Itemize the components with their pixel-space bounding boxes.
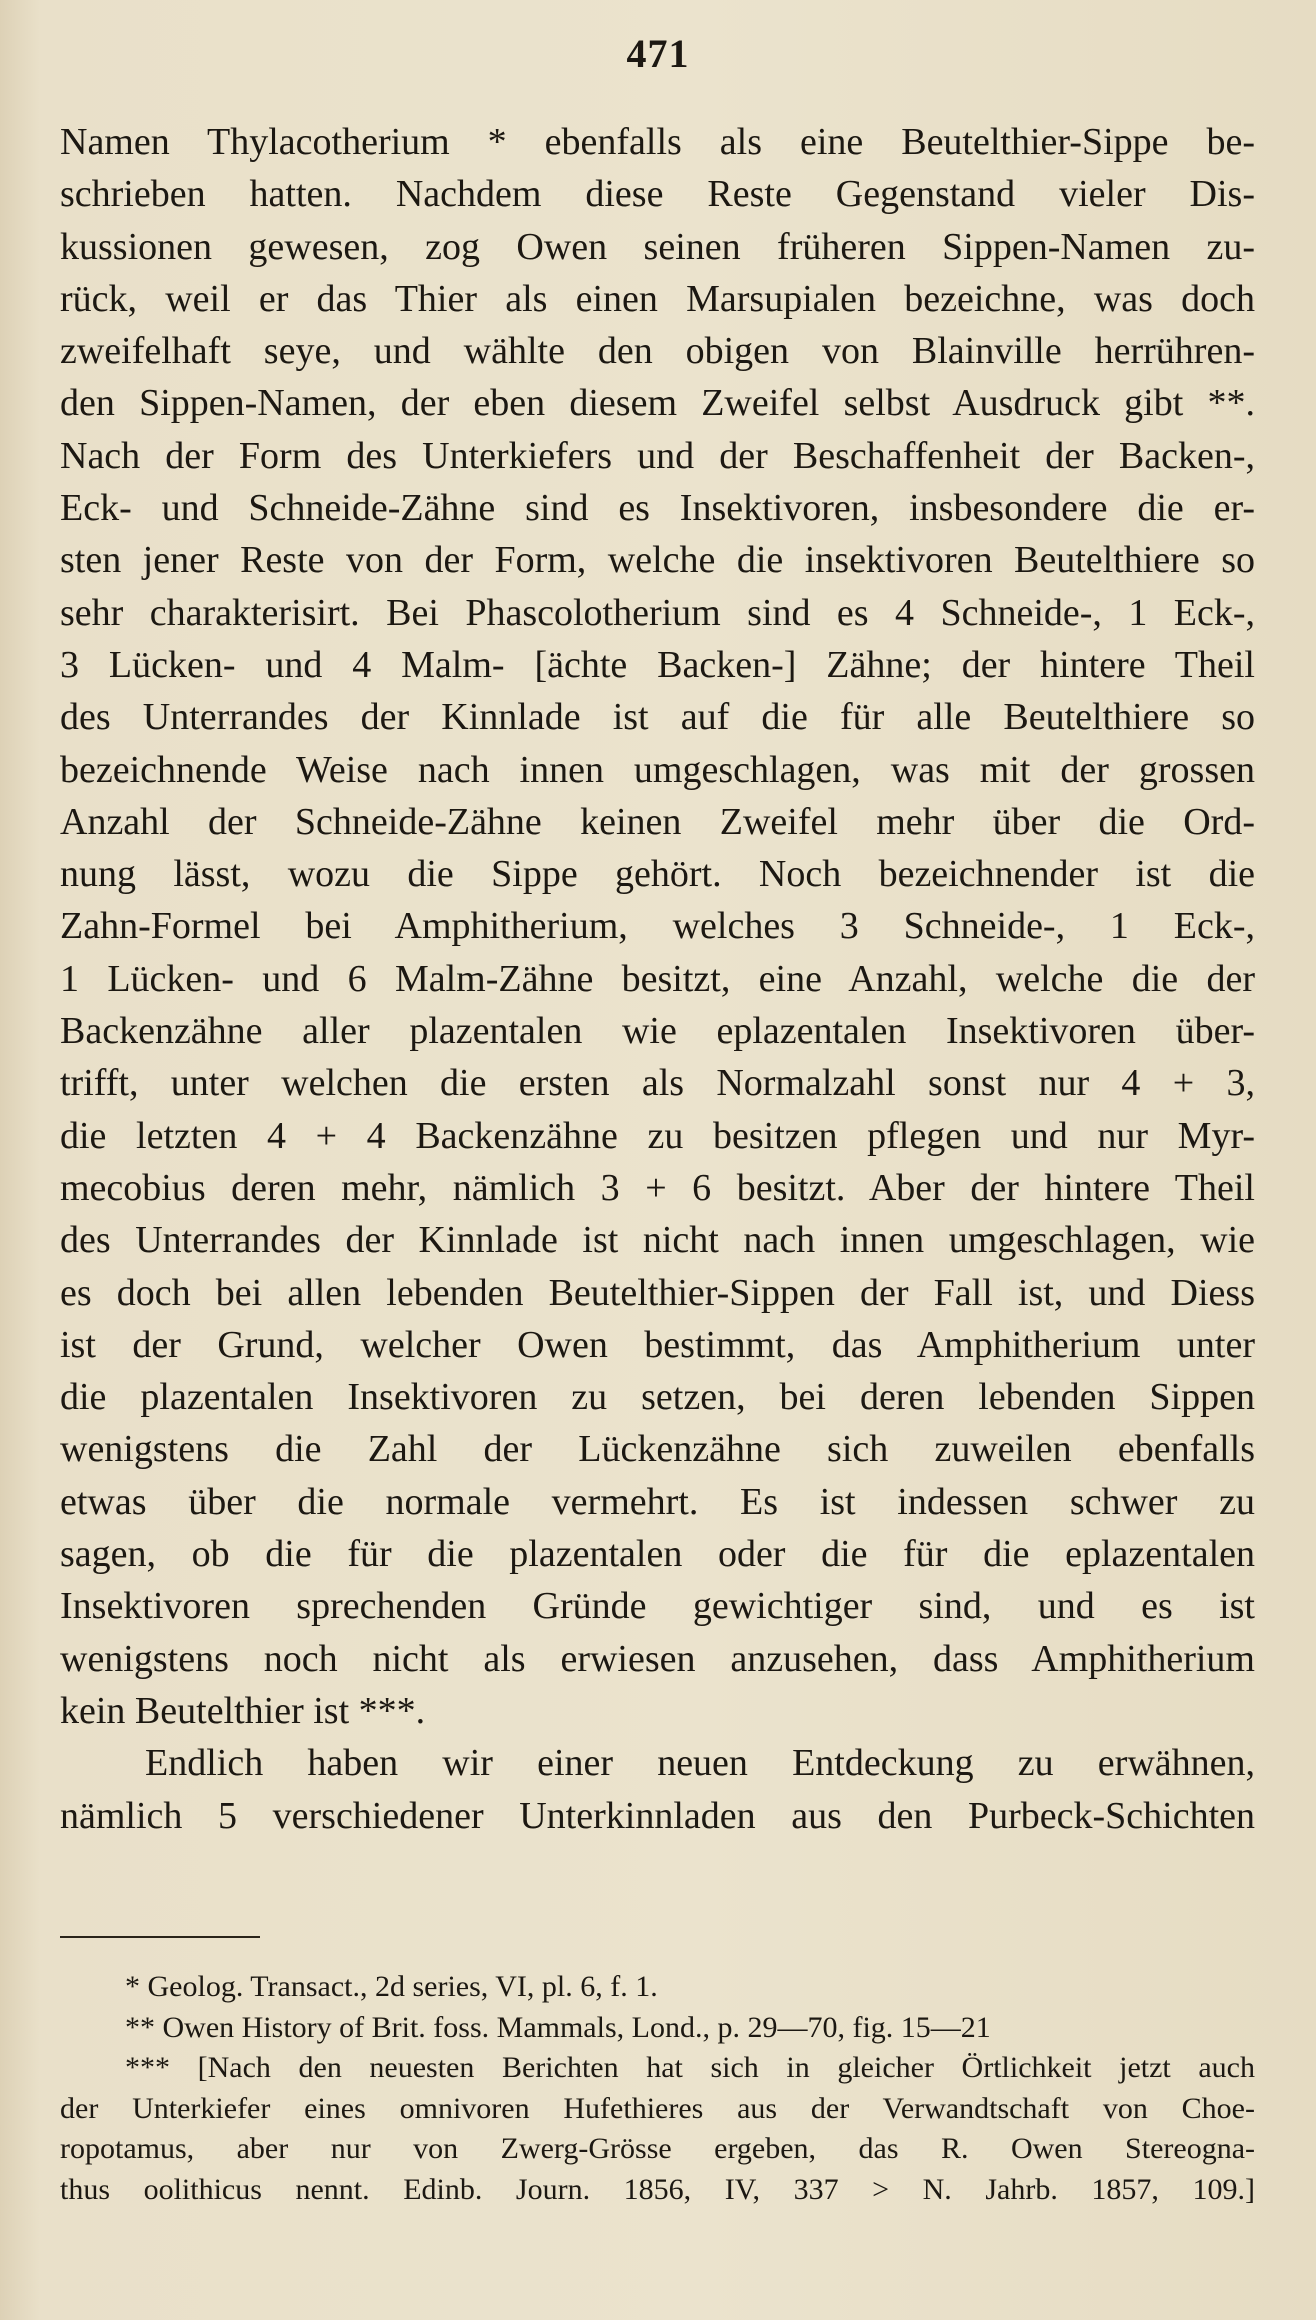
text-line: die plazentalen Insektivoren zu setzen, bei deren lebenden Sippen xyxy=(60,1376,1255,1419)
text-line: sagen, ob die für die plazentalen oder die für die eplazentalen xyxy=(60,1533,1255,1576)
footnotes xyxy=(60,1967,1255,2210)
footnote: ** Owen History of Brit. foss. Mammals, Lond., p. 29—70, fig. 15—21 xyxy=(125,2010,991,2044)
footnote-separator xyxy=(60,1936,260,1938)
text-line: 1 Lücken- und 6 Malm-Zähne besitzt, eine Anzahl, welche die der xyxy=(60,957,1255,1000)
text-line: Zahn-Formel bei Amphitherium, welches 3 Schneide-, 1 Eck-, xyxy=(60,905,1255,948)
text-line: zweifelhaft seye, und wählte den obigen von Blainville herrühren- xyxy=(60,330,1255,373)
footnote-line: thus oolithicus nennt. Edinb. Journ. 1856, IV, 337 > N. Jahrb. 1857, 109.] xyxy=(60,2172,1255,2206)
footnote-line: der Unterkiefer eines omnivoren Hufethieres aus der Verwandtschaft von Choe- xyxy=(60,2091,1255,2125)
text-line: rück, weil er das Thier als einen Marsupialen bezeichne, was doch xyxy=(60,277,1255,320)
text-line: es doch bei allen lebenden Beutelthier-Sippen der Fall ist, und Diess xyxy=(60,1271,1255,1314)
text-line: wenigstens die Zahl der Lückenzähne sich zuweilen ebenfalls xyxy=(60,1428,1255,1471)
footnote: *** [Nach den neuesten Berichten hat sich in gleicher Örtlichkeit jetzt auch xyxy=(125,2051,1255,2084)
text-line: nämlich 5 verschiedener Unterkinnladen aus den Purbeck-Schichten xyxy=(60,1794,1255,1837)
text-line: mecobius deren mehr, nämlich 3 + 6 besitzt. Aber der hintere Theil xyxy=(60,1166,1255,1209)
text-line: Backenzähne aller plazentalen wie eplazentalen Insektivoren über- xyxy=(60,1010,1255,1053)
text-line: die letzten 4 + 4 Backenzähne zu besitzen pflegen und nur Myr- xyxy=(60,1114,1255,1157)
body-text xyxy=(60,116,1255,1842)
text-line: Insektivoren sprechenden Gründe gewichtiger sind, und es ist xyxy=(60,1585,1255,1628)
text-line: kussionen gewesen, zog Owen seinen früheren Sippen-Namen zu- xyxy=(60,225,1255,268)
text-line: kein Beutelthier ist ***. xyxy=(60,1689,426,1732)
text-line: 3 Lücken- und 4 Malm- [ächte Backen-] Zähne; der hintere Theil xyxy=(60,643,1255,686)
text-line: Endlich haben wir einer neuen Entdeckung zu erwähnen, xyxy=(145,1742,1255,1785)
text-line: Anzahl der Schneide-Zähne keinen Zweifel mehr über die Ord- xyxy=(60,800,1255,843)
text-line: Eck- und Schneide-Zähne sind es Insektivoren, insbesondere die er- xyxy=(60,487,1255,530)
text-line: sten jener Reste von der Form, welche die insektivoren Beutelthiere so xyxy=(60,539,1255,582)
text-line: des Unterrandes der Kinnlade ist auf die für alle Beutelthiere so xyxy=(60,696,1255,739)
text-line: wenigstens noch nicht als erwiesen anzusehen, dass Amphitherium xyxy=(60,1637,1255,1680)
text-line: sehr charakterisirt. Bei Phascolotherium sind es 4 Schneide-, 1 Eck-, xyxy=(60,591,1255,634)
text-line: bezeichnende Weise nach innen umgeschlagen, was mit der grossen xyxy=(60,748,1255,791)
text-line: nung lässt, wozu die Sippe gehört. Noch bezeichnender ist die xyxy=(60,853,1255,896)
text-line: ist der Grund, welcher Owen bestimmt, das Amphitherium unter xyxy=(60,1323,1255,1366)
text-line: den Sippen-Namen, der eben diesem Zweifel selbst Ausdruck gibt **. xyxy=(60,382,1255,425)
footnote: * Geolog. Transact., 2d series, VI, pl. 6, f. 1. xyxy=(125,1970,658,2003)
text-line: des Unterrandes der Kinnlade ist nicht nach innen umgeschlagen, wie xyxy=(60,1219,1255,1262)
text-line: trifft, unter welchen die ersten als Normalzahl sonst nur 4 + 3, xyxy=(60,1062,1255,1105)
text-line: schrieben hatten. Nachdem diese Reste Gegenstand vieler Dis- xyxy=(60,173,1255,216)
text-line: Nach der Form des Unterkiefers und der Beschaffenheit der Backen-, xyxy=(60,434,1255,477)
text-line: Namen Thylacotherium * ebenfalls als eine Beutelthier-Sippe be- xyxy=(60,121,1255,163)
page-number: 471 xyxy=(626,31,690,76)
text-line: etwas über die normale vermehrt. Es ist indessen schwer zu xyxy=(60,1480,1255,1523)
footnote-line: ropotamus, aber nur von Zwerg-Grösse ergeben, das R. Owen Stereogna- xyxy=(60,2132,1255,2165)
